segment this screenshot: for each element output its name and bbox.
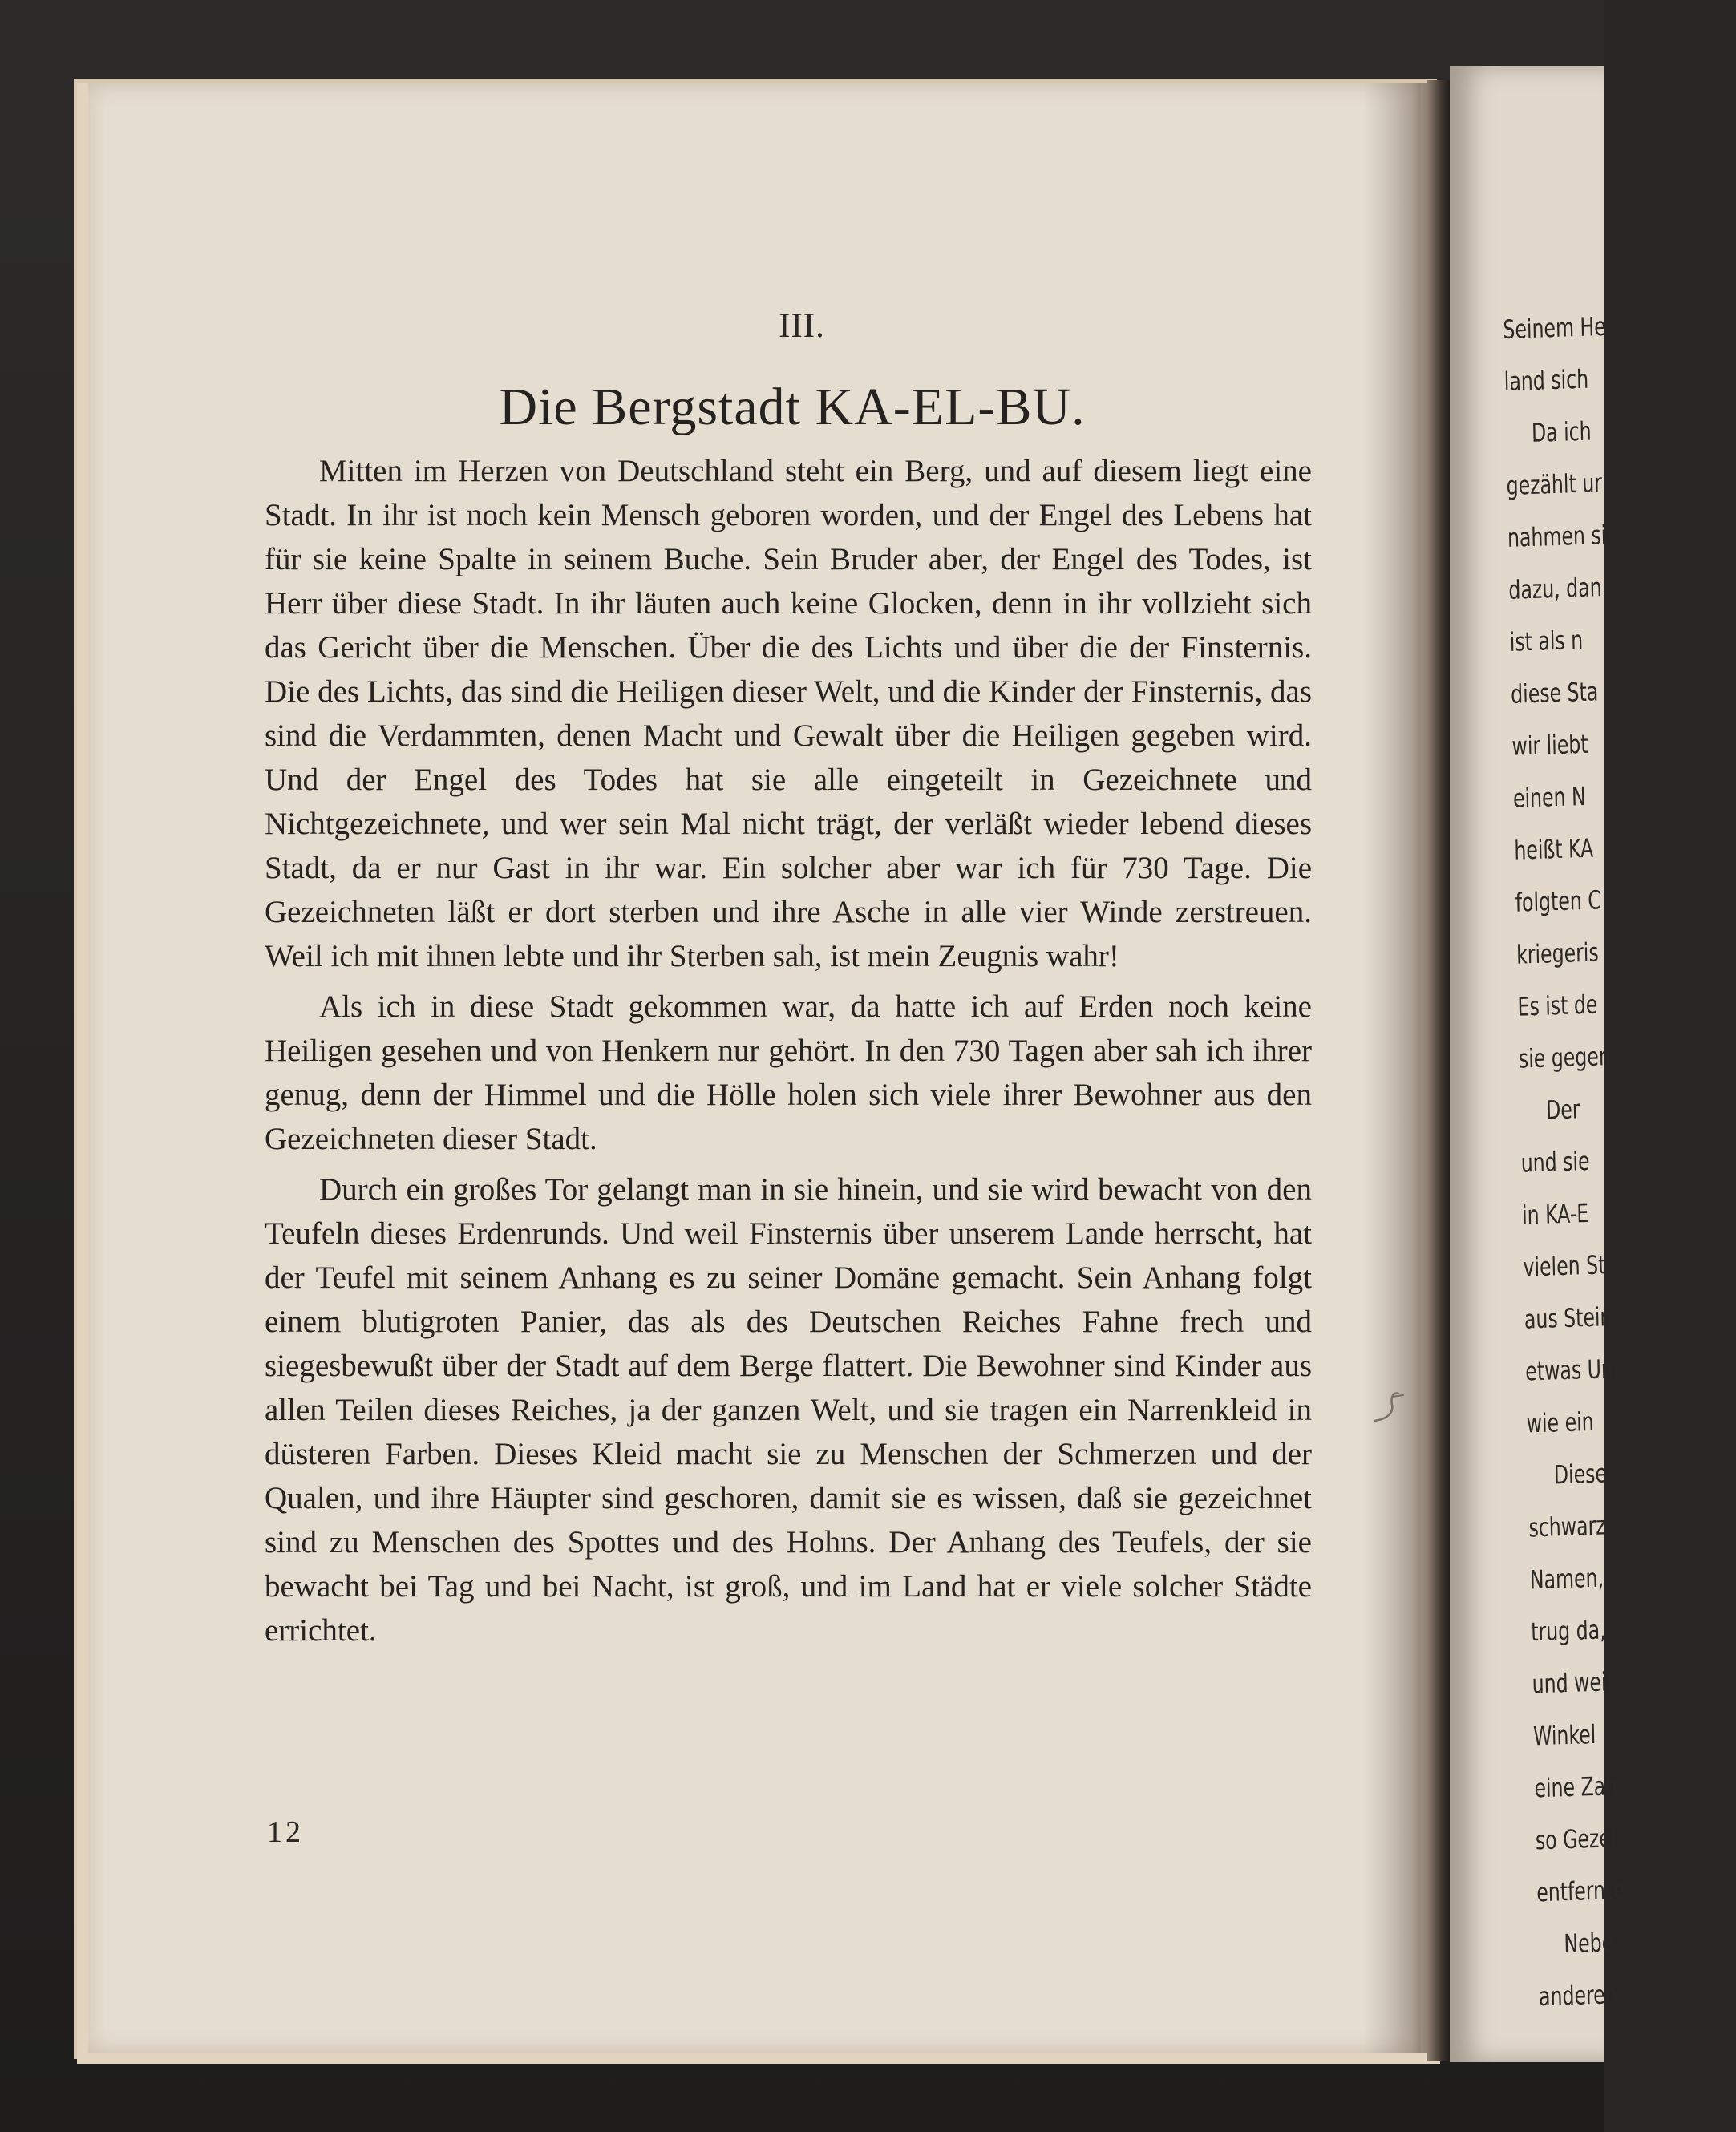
right-page-line: und sie: [1520, 1145, 1590, 1179]
chapter-number: III.: [779, 307, 825, 345]
right-page-line: Der: [1545, 1094, 1580, 1126]
right-page-line: kriegeris: [1515, 937, 1600, 970]
right-page-line: ist als n: [1509, 624, 1584, 657]
right-page-line: so Gezei: [1535, 1823, 1617, 1856]
page-number: 12: [267, 1815, 304, 1849]
right-page-line: etwas Un: [1524, 1353, 1614, 1387]
right-page-line: Namen,: [1529, 1562, 1604, 1596]
paragraph: Mitten im Herzen von Deutschland steht ein Berg, und auf diesem liegt eine Stadt. In ihr ist noch kein Mensch geboren worden, und der Engel des Lebens hat für sie keine Spalte in seinem Buche. Sein Bruder aber, der Engel des Todes, ist Herr über diese Stadt. In ihr läuten auch keine Glocken, denn in ihr vollzieht sich das Gericht über die Menschen. Über die des Lichts und über die der Finsternis. Die des Lichts, das sind die Heiligen dieser Welt, und die Kinder der Finsternis, das sind die Verdammten, denen Macht und Gewalt über die Heiligen gegeben wird. Und der Engel des Todes hat sie alle eingeteilt in Gezeichnete und Nichtgezeichnete, und wer sein Mal nicht trägt, der verläßt wieder lebend dieses Stadt, da er nur Gast in ihr war. Ein solcher aber war ich für 730 Tage. Die Gezeichneten läßt er dort sterben und ihre Asche in alle vier Winde zerstreuen. Weil ich mit ihnen lebte und ihr Sterben sah, ist mein Zeugnis wahr!: [265, 454, 1312, 973]
paragraph: Als ich in diese Stadt gekommen war, da hatte ich auf Erden noch keine Heiligen gesehen und von Henkern nur gehört. In den 730 Tagen aber sah ich ihrer genug, denn der Himmel und die Hölle holen sich viele ihrer Bewohner aus den Gezeichneten dieser Stadt.: [265, 989, 1312, 1156]
pencil-mark-icon: [1363, 1386, 1411, 1434]
chapter-title: Die Bergstadt KA-EL-BU.: [499, 378, 1086, 436]
right-page-line: dazu, dan: [1507, 572, 1602, 605]
right-page-line: aus Stein: [1524, 1301, 1613, 1335]
right-page-line: wie ein: [1526, 1406, 1595, 1439]
right-page-line: Seinem He: [1503, 310, 1607, 345]
right-page-line: Winkel: [1532, 1718, 1596, 1752]
right-page-line: trug da,: [1530, 1614, 1607, 1648]
right-page-line: in KA-E: [1521, 1197, 1589, 1231]
right-page: [1450, 66, 1625, 2062]
right-page-line: und weil: [1532, 1666, 1613, 1700]
right-page-line: vielen St: [1523, 1249, 1606, 1283]
right-page-line: schwarz,: [1528, 1510, 1613, 1543]
paragraph: Durch ein großes Tor gelangt man in sie hinein, und sie wird bewacht von den Teufeln dieses Erdenrunds. Und weil Finsternis über unserem Lande herrscht, hat der Teufel mit seinem Anhang es zu seiner Domäne gemacht. Sein Anhang folgt einem blutigroten Panier, das als des Deutschen Reiches Fahne frech und siegesbewußt über der Stadt auf dem Berge flattert. Die Bewohner sind Kinder aus allen Teilen dieses Reiches, ja der ganzen Welt, und sie tragen ein Narrenkleid in düsteren Farben. Dieses Kleid macht sie zu Menschen der Schmerzen und der Qualen, und ihre Häupter sind geschoren, damit sie es wissen, daß sie gezeichnet sind zu Menschen des Spottes und des Hohns. Der Anhang des Teufels, der sie bewacht bei Tag und bei Nacht, ist groß, und im Land hat er viele solcher Städte errichtet.: [265, 1172, 1312, 1648]
right-page-line: gezählt ur: [1506, 467, 1603, 501]
right-page-line: wir liebt: [1511, 728, 1588, 762]
right-page-line: Es ist de: [1517, 989, 1598, 1022]
right-page-line: sie gegen: [1518, 1041, 1612, 1074]
right-page-line: land sich: [1503, 363, 1589, 397]
right-page-line: eine Zah: [1534, 1770, 1618, 1804]
right-page-line: anderen: [1538, 1979, 1617, 2013]
right-page-line: nahmen si: [1507, 519, 1607, 553]
right-page-line: einen N: [1512, 780, 1587, 814]
right-page-line: entfernte: [1536, 1874, 1625, 1908]
right-page-line: Nebe: [1564, 1927, 1614, 1960]
body-text: [265, 449, 1312, 1653]
right-page-line: Diese: [1553, 1458, 1608, 1491]
right-page-line: heißt KA: [1513, 832, 1594, 866]
right-page-line: diese Sta: [1510, 676, 1599, 710]
right-page-line: Da ich: [1531, 415, 1592, 448]
right-page-line: folgten C: [1515, 884, 1602, 918]
